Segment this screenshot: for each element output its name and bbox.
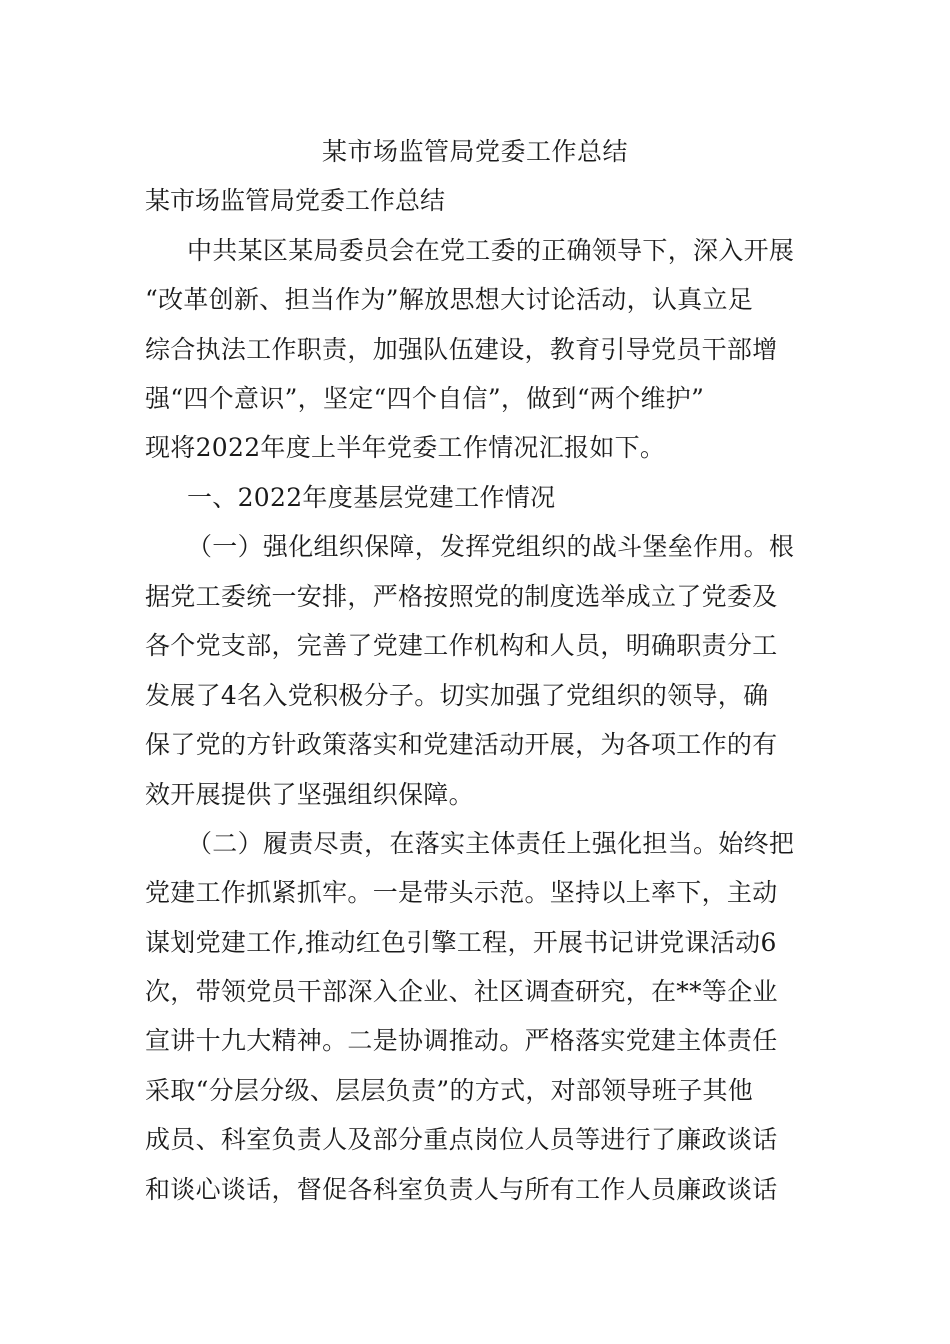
paragraph-line: （一）强化组织保障，发挥党组织的战斗堡垒作用。根 [187, 532, 795, 561]
paragraph-line: 保了党的方针政策落实和党建活动开展，为各项工作的有 [145, 730, 778, 759]
paragraph-line: 采取“分层分级、层层负责”的方式，对部领导班子其他 [145, 1076, 754, 1105]
paragraph-line: 谋划党建工作,推动红色引擎工程，开展书记讲党课活动6 [145, 928, 777, 957]
paragraph-line: 次，带领党员干部深入企业、社区调查研究，在**等企业 [145, 977, 778, 1006]
section-heading: 一、2022年度基层党建工作情况 [187, 483, 556, 512]
paragraph-line: 据党工委统一安排，严格按照党的制度选举成立了党委及 [145, 582, 778, 611]
paragraph-line: 效开展提供了坚强组织保障。 [145, 780, 474, 809]
paragraph-line: 发展了4名入党积极分子。切实加强了党组织的领导，确 [145, 681, 769, 710]
document-title: 某市场监管局党委工作总结 [321, 137, 628, 166]
paragraph-line: 各个党支部，完善了党建工作机构和人员，明确职责分工 [145, 631, 778, 660]
paragraph-line: 强“四个意识”，坚定“四个自信”，做到“两个维护” [145, 384, 705, 413]
paragraph-line: 和谈心谈话，督促各科室负责人与所有工作人员廉政谈话 [145, 1175, 778, 1204]
paragraph-line: （二）履责尽责，在落实主体责任上强化担当。始终把 [187, 829, 795, 858]
paragraph-line: 中共某区某局委员会在党工委的正确领导下，深入开展 [187, 236, 795, 265]
paragraph-line: “改革创新、担当作为”解放思想大讨论活动，认真立足 [145, 285, 754, 314]
paragraph-line: 现将2022年度上半年党委工作情况汇报如下。 [145, 433, 666, 462]
paragraph-line: 宣讲十九大精神。二是协调推动。严格落实党建主体责任 [145, 1026, 778, 1055]
paragraph-line: 党建工作抓紧抓牢。一是带头示范。坚持以上率下，主动 [145, 878, 778, 907]
paragraph-line: 成员、科室负责人及部分重点岗位人员等进行了廉政谈话 [145, 1125, 778, 1154]
paragraph-line: 综合执法工作职责，加强队伍建设，教育引导党员干部增 [145, 335, 778, 364]
document-subtitle: 某市场监管局党委工作总结 [145, 186, 446, 215]
